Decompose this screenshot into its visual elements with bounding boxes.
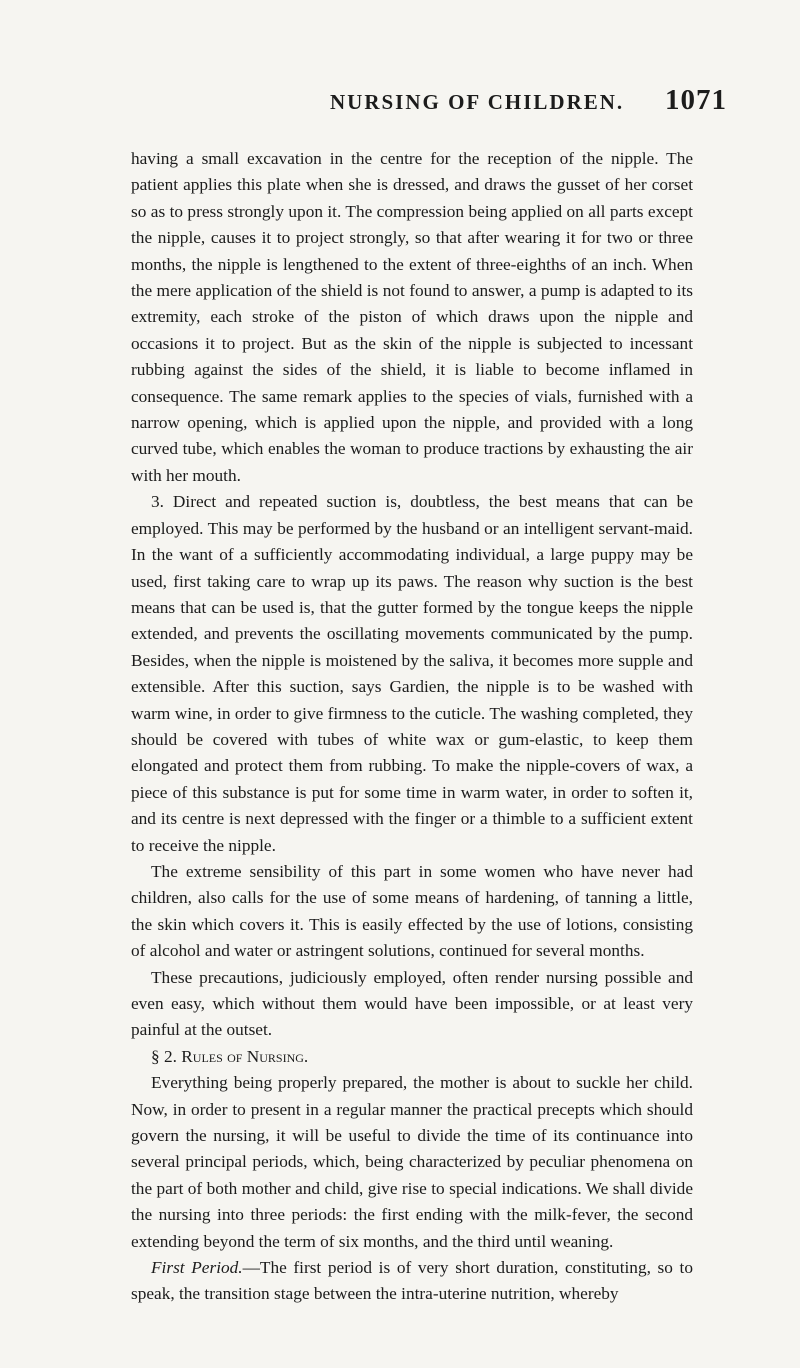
section-number: § 2.: [151, 1046, 177, 1066]
running-title: NURSING OF CHILDREN.: [330, 90, 625, 114]
paragraph-sensibility: The extreme sensibility of this part in some women who have never had children, also calls for the use of some means of hardening, of tanning a little, the skin which covers it. This is easily effected by the use of lotions, consisting of alcohol and water or astringent solutions, continued for several months.: [131, 861, 693, 961]
paragraph-suction: 3. Direct and repeated suction is, doubtless, the best means that can be employed. This may be performed by the husband or an intelligent servant-maid. In the want of a sufficiently accommodating individual, a large puppy may be used, first taking care to wrap up its paws. The reason why suction is the best means that can be used is, that the gutter formed by the tongue keeps the nipple extended, and prevents the oscillating movements communicated by the pump. Besides, when the nipple is moistened by the saliva, it becomes more supple and extensible. After this suction, says Gardien, the nipple is to be washed with warm wine, in order to give firmness to the cuticle. The washing completed, they should be covered with tubes of white wax or gum-elastic, to keep them elongated and protect them from rubbing. To make the nipple-covers of wax, a piece of this substance is put for some time in warm water, in order to soften it, and its centre is next depressed with the finger or a thimble to a sufficient extent to receive the nipple.: [131, 492, 693, 855]
body-text: [131, 146, 693, 1308]
paragraph-precautions: These precautions, judiciously employed, often render nursing possible and even easy, which without them would have been impossible, or at least very painful at the outset.: [131, 967, 693, 1040]
page-number: 1071: [665, 84, 727, 116]
first-period-text: —The first period is of very short duration, constituting, so to speak, the transition stage between the intra-uterine nutrition, whereby: [131, 1258, 693, 1304]
first-period-heading: First Period.: [151, 1258, 243, 1278]
paragraph-rules-intro: Everything being properly prepared, the mother is about to suckle her child. Now, in order to present in a regular manner the practical precepts which should govern the nursing, it will be useful to divide the time of its continuance into several principal periods, which, being characterized by peculiar phenomena on the part of both mother and child, give rise to special indications. We shall divide the nursing into three periods: the first ending with the milk-fever, the second extending beyond the term of six months, and the third until weaning.: [131, 1073, 693, 1251]
paragraph-continued: having a small excavation in the centre for the reception of the nipple. The patient applies this plate when she is dressed, and draws the gusset of her corset so as to press strongly upon it. The compression being applied on all parts except the nipple, causes it to project strongly, so that after wearing it for two or three months, the nipple is lengthened to the extent of three-eighths of an inch. When the mere application of the shield is not found to answer, a pump is adapted to its extremity, each stroke of the piston of which draws upon the nipple and occasions it to project. But as the skin of the nipple is subjected to incessant rubbing against the sides of the shield, it is liable to become inflamed in consequence. The same remark applies to the species of vials, furnished with a narrow opening, which is applied upon the nipple, and provided with a long curved tube, which enables the woman to produce tractions by exhausting the air with her mouth.: [131, 149, 693, 485]
section-title: Rules of Nursing.: [181, 1046, 309, 1066]
page-header: [0, 80, 800, 120]
paragraph-first-period: [131, 1255, 693, 1308]
section-heading: [131, 1044, 693, 1070]
